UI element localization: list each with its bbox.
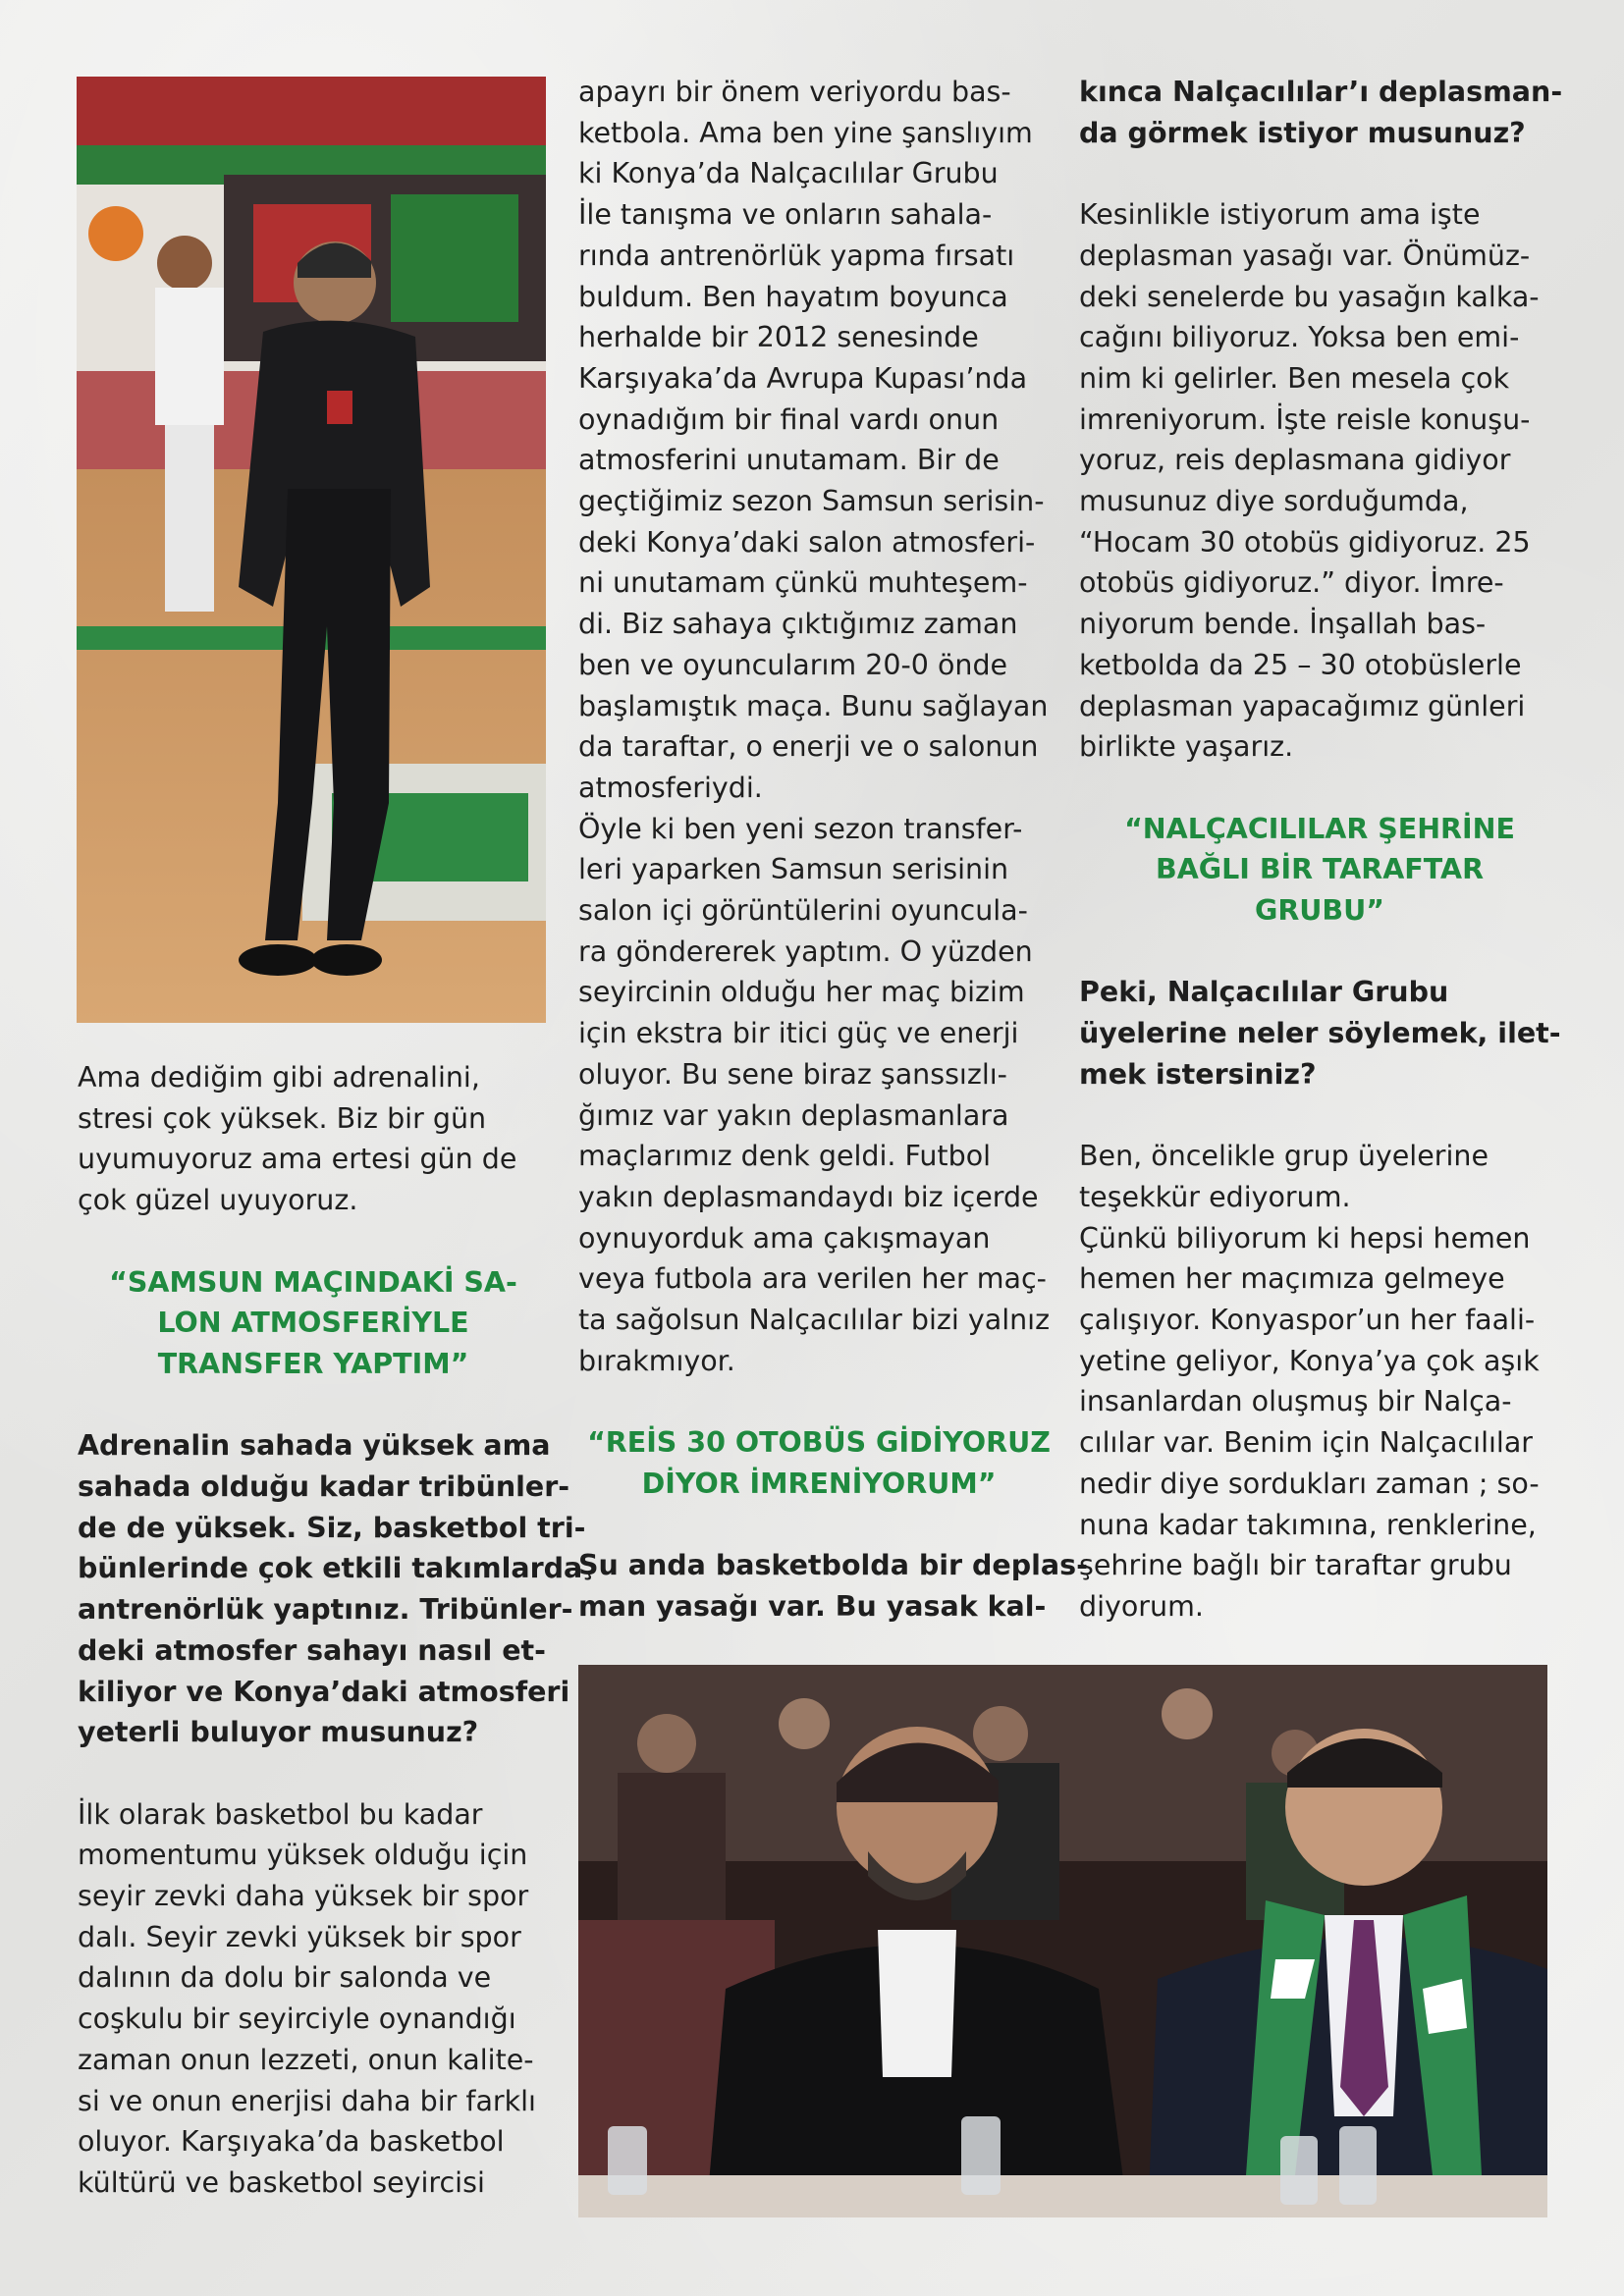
paragraph-line: coşkulu bir seyirciyle oynandığı	[78, 2002, 516, 2036]
paragraph-line: şehrine bağlı bir taraftar grubu	[1079, 1549, 1512, 1582]
column-2	[578, 72, 1088, 1628]
paragraph-line: ni unutamam çünkü muhteşem-	[578, 566, 1028, 600]
paragraph-line: otobüs gidiyoruz.” diyor. İmre-	[1079, 566, 1504, 600]
paragraph-line: ra göndererek yaptım. O yüzden	[578, 934, 1033, 968]
paragraph-line: di. Biz sahaya çıktığımız zaman	[578, 608, 1018, 641]
paragraph-line: nedir diye sordukları zaman ; so-	[1079, 1467, 1540, 1500]
paragraph-line: yoruz, reis deplasmana gidiyor	[1079, 444, 1511, 477]
paragraph-line: yetine geliyor, Konya’ya çok aşık	[1079, 1344, 1540, 1377]
paragraph-line: teşekkür ediyorum.	[1079, 1180, 1351, 1213]
interview-question: yeterli buluyor musunuz?	[78, 1716, 479, 1749]
section-heading: “REİS 30 OTOBÜS GİDİYORUZ	[587, 1426, 1051, 1460]
paragraph-line: insanlardan oluşmuş bir Nalça-	[1079, 1385, 1512, 1418]
paragraph-line: geçtiğimiz sezon Samsun serisin-	[578, 485, 1045, 518]
paragraph-line: herhalde bir 2012 senesinde	[578, 321, 979, 354]
interview-question: kiliyor ve Konya’daki atmosferi	[78, 1675, 570, 1708]
paragraph-line: stresi çok yüksek. Biz bir gün	[78, 1101, 487, 1135]
interview-question: üyelerine neler söylemek, ilet-	[1079, 1017, 1561, 1050]
paragraph-line: imreniyorum. İşte reisle konuşu-	[1079, 402, 1531, 436]
paragraph-line: oynadığım bir final vardı onun	[578, 402, 1000, 436]
paragraph-line: İlk olarak basketbol bu kadar	[78, 1797, 483, 1831]
interview-question: da görmek istiyor musunuz?	[1079, 116, 1526, 149]
interview-question: antrenörlük yaptınız. Tribünler-	[78, 1593, 573, 1627]
section-heading: GRUBU”	[1254, 894, 1385, 928]
paragraph-line: da taraftar, o enerji ve o salonun	[578, 730, 1039, 764]
dinner-photo	[578, 1665, 1547, 2217]
paragraph-line: nim ki gelirler. Ben mesela çok	[1079, 361, 1510, 395]
paragraph-line: dalı. Seyir zevki yüksek bir spor	[78, 1920, 521, 1953]
paragraph-line: ta sağolsun Nalçacılılar bizi yalnız	[578, 1304, 1051, 1337]
paragraph-line: niyorum bende. İnşallah bas-	[1079, 608, 1487, 641]
paragraph-line: apayrı bir önem veriyordu bas-	[578, 76, 1011, 108]
paragraph-line: zaman onun lezzeti, onun kalite-	[78, 2043, 534, 2076]
interview-question: kınca Nalçacılılar’ı deplasman-	[1079, 76, 1563, 108]
paragraph-line: maçlarımız denk geldi. Futbol	[578, 1140, 992, 1173]
paragraph-line: cağını biliyoruz. Yoksa ben emi-	[1079, 321, 1520, 354]
paragraph-line: oluyor. Karşıyaka’da basketbol	[78, 2125, 505, 2159]
paragraph-line: si ve onun enerjisi daha bir farklı	[78, 2084, 536, 2117]
interview-question: mek istersiniz?	[1079, 1057, 1317, 1091]
paragraph-line: ketbolda da 25 – 30 otobüslerle	[1079, 648, 1522, 681]
paragraph-line: deplasman yapacağımız günleri	[1079, 689, 1526, 722]
paragraph-line: “Hocam 30 otobüs gidiyoruz. 25	[1079, 525, 1531, 559]
paragraph-line: uyumuyoruz ama ertesi gün de	[78, 1143, 517, 1176]
paragraph-line: diyorum.	[1079, 1589, 1204, 1623]
interview-question: deki atmosfer sahayı nasıl et-	[78, 1633, 547, 1667]
paragraph-line: seyircinin olduğu her maç bizim	[578, 976, 1025, 1009]
paragraph-line: yakın deplasmandaydı biz içerde	[578, 1180, 1039, 1213]
interview-question: Peki, Nalçacılılar Grubu	[1079, 976, 1449, 1009]
section-heading: BAĞLI BİR TARAFTAR	[1155, 853, 1485, 886]
paragraph-line: çok güzel uyuyoruz.	[78, 1184, 358, 1217]
paragraph-line: için ekstra bir itici güç ve enerji	[578, 1017, 1019, 1050]
section-heading: “SAMSUN MAÇINDAKİ SA-	[109, 1265, 517, 1299]
paragraph-line: oluyor. Bu sene biraz şanssızlı-	[578, 1057, 1007, 1091]
paragraph-line: kültürü ve basketbol seyircisi	[78, 2165, 485, 2199]
paragraph-line: dalının da dolu bir salonda ve	[78, 1961, 492, 1995]
paragraph-line: momentumu yüksek olduğu için	[78, 1839, 528, 1872]
column-3	[1079, 72, 1563, 1628]
paragraph-line: ki Konya’da Nalçacılılar Grubu	[578, 157, 999, 190]
section-heading: LON ATMOSFERİYLE	[157, 1307, 469, 1340]
interview-question: Adrenalin sahada yüksek ama	[78, 1429, 551, 1463]
paragraph-line: oynuyorduk ama çakışmayan	[578, 1221, 991, 1255]
paragraph-line: atmosferiydi.	[578, 771, 763, 804]
paragraph-line: ğımız var yakın deplasmanlara	[578, 1098, 1009, 1132]
interview-question: sahada olduğu kadar tribünler-	[78, 1470, 570, 1503]
interview-question: de de yüksek. Siz, basketbol tri-	[78, 1511, 586, 1544]
paragraph-line: Öyle ki ben yeni sezon transfer-	[578, 812, 1023, 845]
section-heading: TRANSFER YAPTIM”	[157, 1347, 469, 1380]
column-1	[78, 1057, 586, 2204]
paragraph-line: hemen her maçımıza gelmeye	[1079, 1262, 1505, 1296]
section-heading: DİYOR İMRENİYORUM”	[641, 1467, 997, 1500]
paragraph-line: başlamıştık maça. Bunu sağlayan	[578, 689, 1049, 722]
paragraph-line: Ben, öncelikle grup üyelerine	[1079, 1140, 1489, 1173]
paragraph-line: Ama dediğim gibi adrenalini,	[78, 1061, 480, 1094]
paragraph-line: çalışıyor. Konyaspor’un her faali-	[1079, 1304, 1536, 1337]
paragraph-line: deki Konya’daki salon atmosferi-	[578, 525, 1036, 559]
paragraph-line: buldum. Ben hayatım boyunca	[578, 280, 1008, 313]
paragraph-line: deplasman yasağı var. Önümüz-	[1079, 239, 1531, 272]
paragraph-line: birlikte yaşarız.	[1079, 730, 1294, 764]
paragraph-line: nuna kadar takımına, renklerine,	[1079, 1508, 1537, 1541]
paragraph-line: Çünkü biliyorum ki hepsi hemen	[1079, 1221, 1531, 1255]
paragraph-line: leri yaparken Samsun serisinin	[578, 853, 1009, 886]
paragraph-line: ben ve oyuncularım 20-0 önde	[578, 648, 1008, 681]
paragraph-line: ketbola. Ama ben yine şanslıyım	[578, 116, 1033, 149]
coach-photo	[77, 77, 546, 1023]
paragraph-line: veya futbola ara verilen her maç-	[578, 1262, 1047, 1296]
paragraph-line: deki senelerde bu yasağın kalka-	[1079, 280, 1540, 313]
paragraph-line: rında antrenörlük yapma fırsatı	[578, 239, 1015, 272]
interview-question: Şu anda basketbolda bir deplas-	[578, 1549, 1088, 1582]
section-heading: “NALÇACILILAR ŞEHRİNE	[1124, 812, 1515, 845]
paragraph-line: musunuz diye sorduğumda,	[1079, 485, 1469, 518]
paragraph-line: atmosferini unutamam. Bir de	[578, 444, 1000, 477]
interview-question: bünlerinde çok etkili takımlarda	[78, 1552, 583, 1585]
paragraph-line: bırakmıyor.	[578, 1344, 735, 1377]
paragraph-line: salon içi görüntülerini oyuncula-	[578, 894, 1028, 928]
paragraph-line: Kesinlikle istiyorum ama işte	[1079, 198, 1481, 232]
paragraph-line: cılılar var. Benim için Nalçacılılar	[1079, 1426, 1534, 1460]
interview-question: man yasağı var. Bu yasak kal-	[578, 1589, 1047, 1623]
paragraph-line: Karşıyaka’da Avrupa Kupası’nda	[578, 361, 1028, 395]
paragraph-line: İle tanışma ve onların sahala-	[578, 198, 993, 232]
paragraph-line: seyir zevki daha yüksek bir spor	[78, 1880, 529, 1913]
